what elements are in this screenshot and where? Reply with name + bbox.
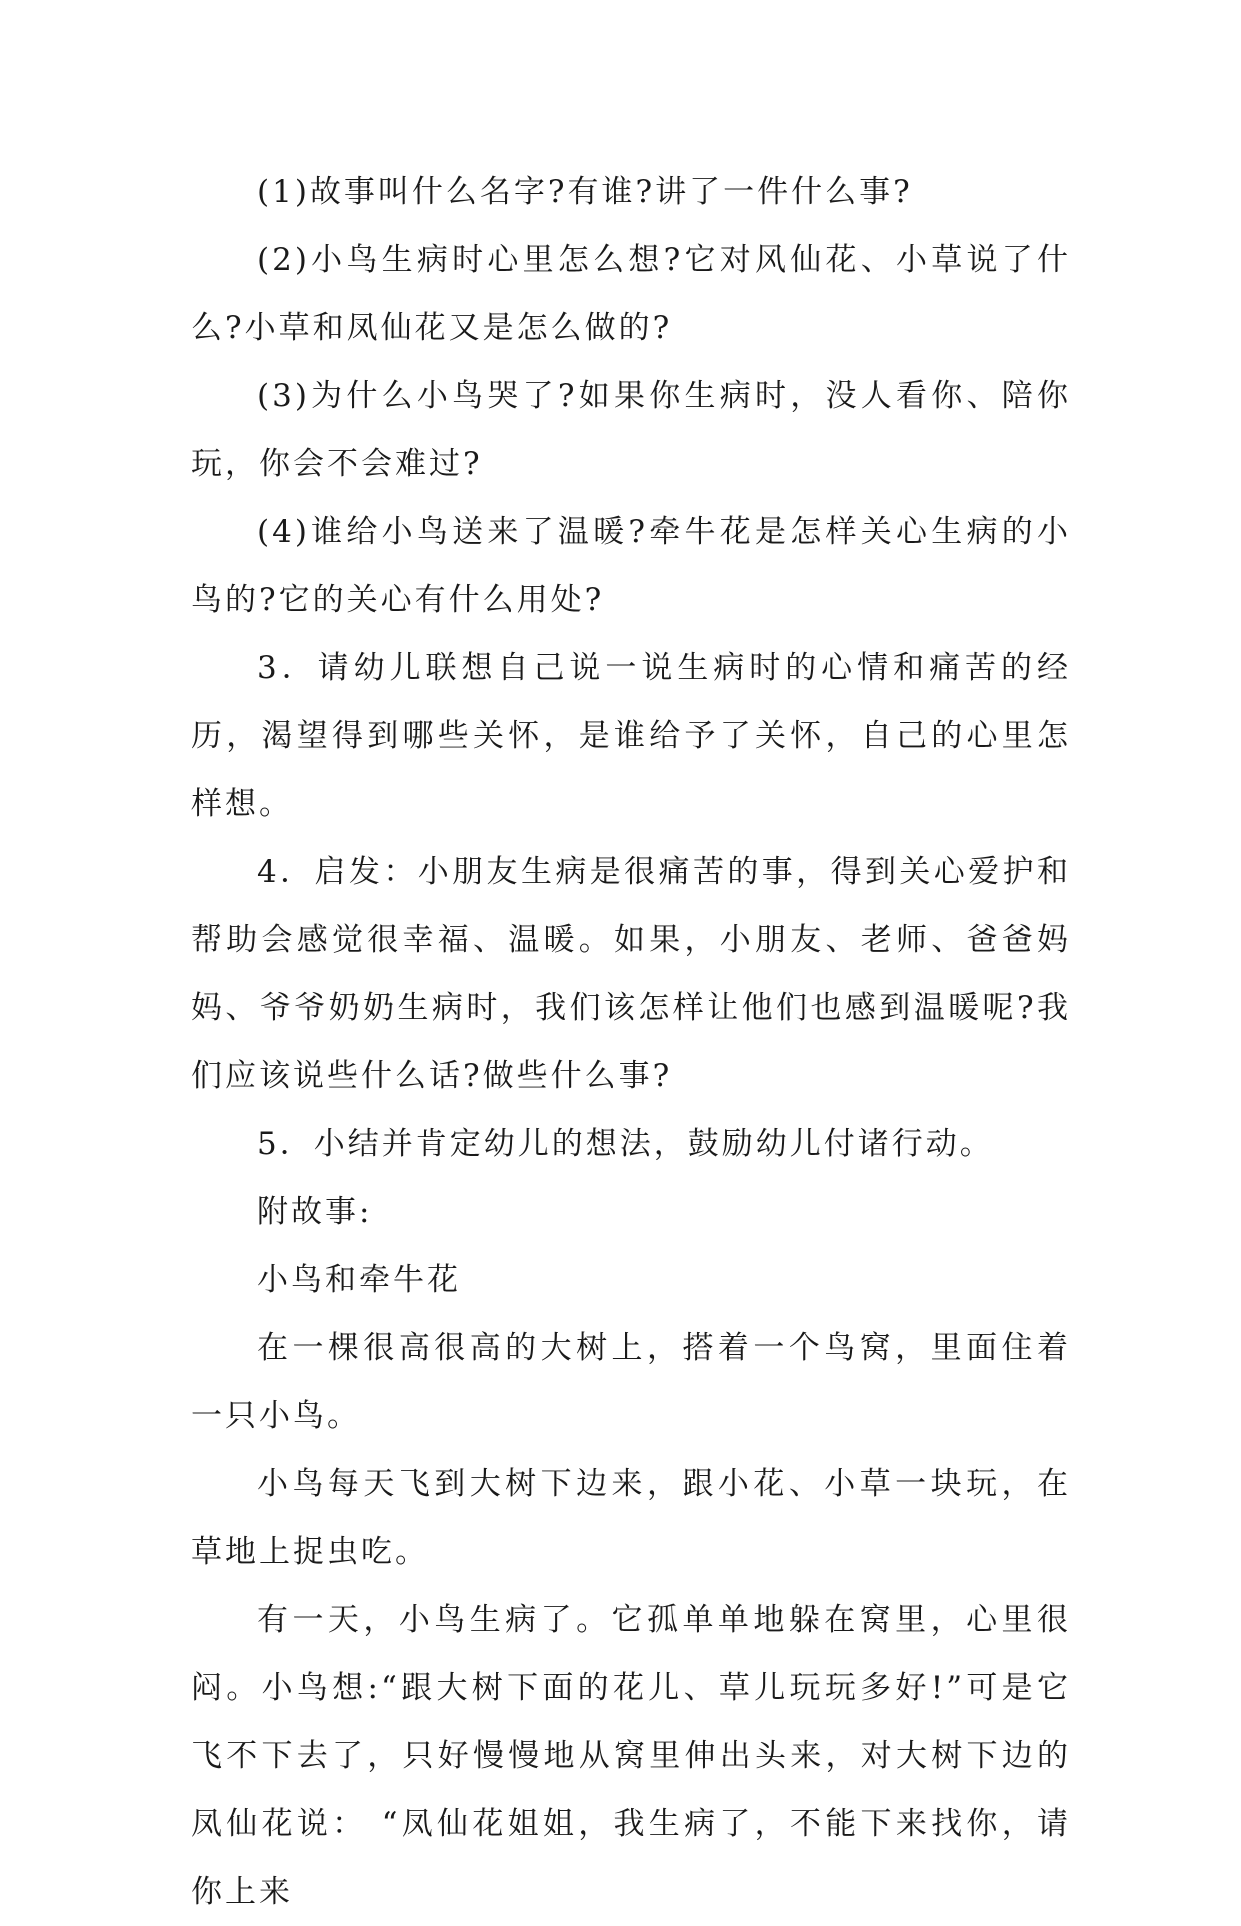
question-1: (1)故事叫什么名字?有谁?讲了一件什么事?: [257, 174, 913, 210]
step-3: 3．请幼儿联想自己说一说生病时的心情和痛苦的经历，渴望得到哪些关怀，是谁给予了关怀，自己的心里怎样想。: [191, 650, 1071, 822]
body-text: [191, 158, 1071, 1926]
question-3: (3)为什么小鸟哭了?如果你生病时，没人看你、陪你玩，你会不会难过?: [191, 378, 1071, 482]
story-paragraph: 有一天，小鸟生病了。它孤单单地躲在窝里，心里很闷。小鸟想:“跟大树下面的花儿、草儿玩玩多好!”可是它飞不下去了，只好慢慢地从窝里伸出头来，对大树下边的凤仙花说： “凤仙花姐姐，我生病了，不能下来找你，请你上来: [191, 1602, 1071, 1910]
question-2: (2)小鸟生病时心里怎么想?它对风仙花、小草说了什么?小草和凤仙花又是怎么做的?: [191, 242, 1071, 346]
step-4: 4．启发：小朋友生病是很痛苦的事，得到关心爱护和帮助会感觉很幸福、温暖。如果，小朋友、老师、爸爸妈妈、爷爷奶奶生病时，我们该怎样让他们也感到温暖呢?我们应该说些什么话?做些什么事?: [191, 854, 1071, 1094]
question-4: (4)谁给小鸟送来了温暖?牵牛花是怎样关心生病的小鸟的?它的关心有什么用处?: [191, 514, 1071, 618]
appendix-label: 附故事:: [257, 1194, 373, 1230]
story-title: 小鸟和牵牛花: [257, 1262, 461, 1298]
story-paragraph: 在一棵很高很高的大树上，搭着一个鸟窝，里面住着一只小鸟。: [191, 1330, 1071, 1434]
step-5: 5．小结并肯定幼儿的想法，鼓励幼儿付诸行动。: [257, 1126, 994, 1162]
story-paragraph: 小鸟每天飞到大树下边来，跟小花、小草一块玩，在草地上捉虫吃。: [191, 1466, 1071, 1570]
